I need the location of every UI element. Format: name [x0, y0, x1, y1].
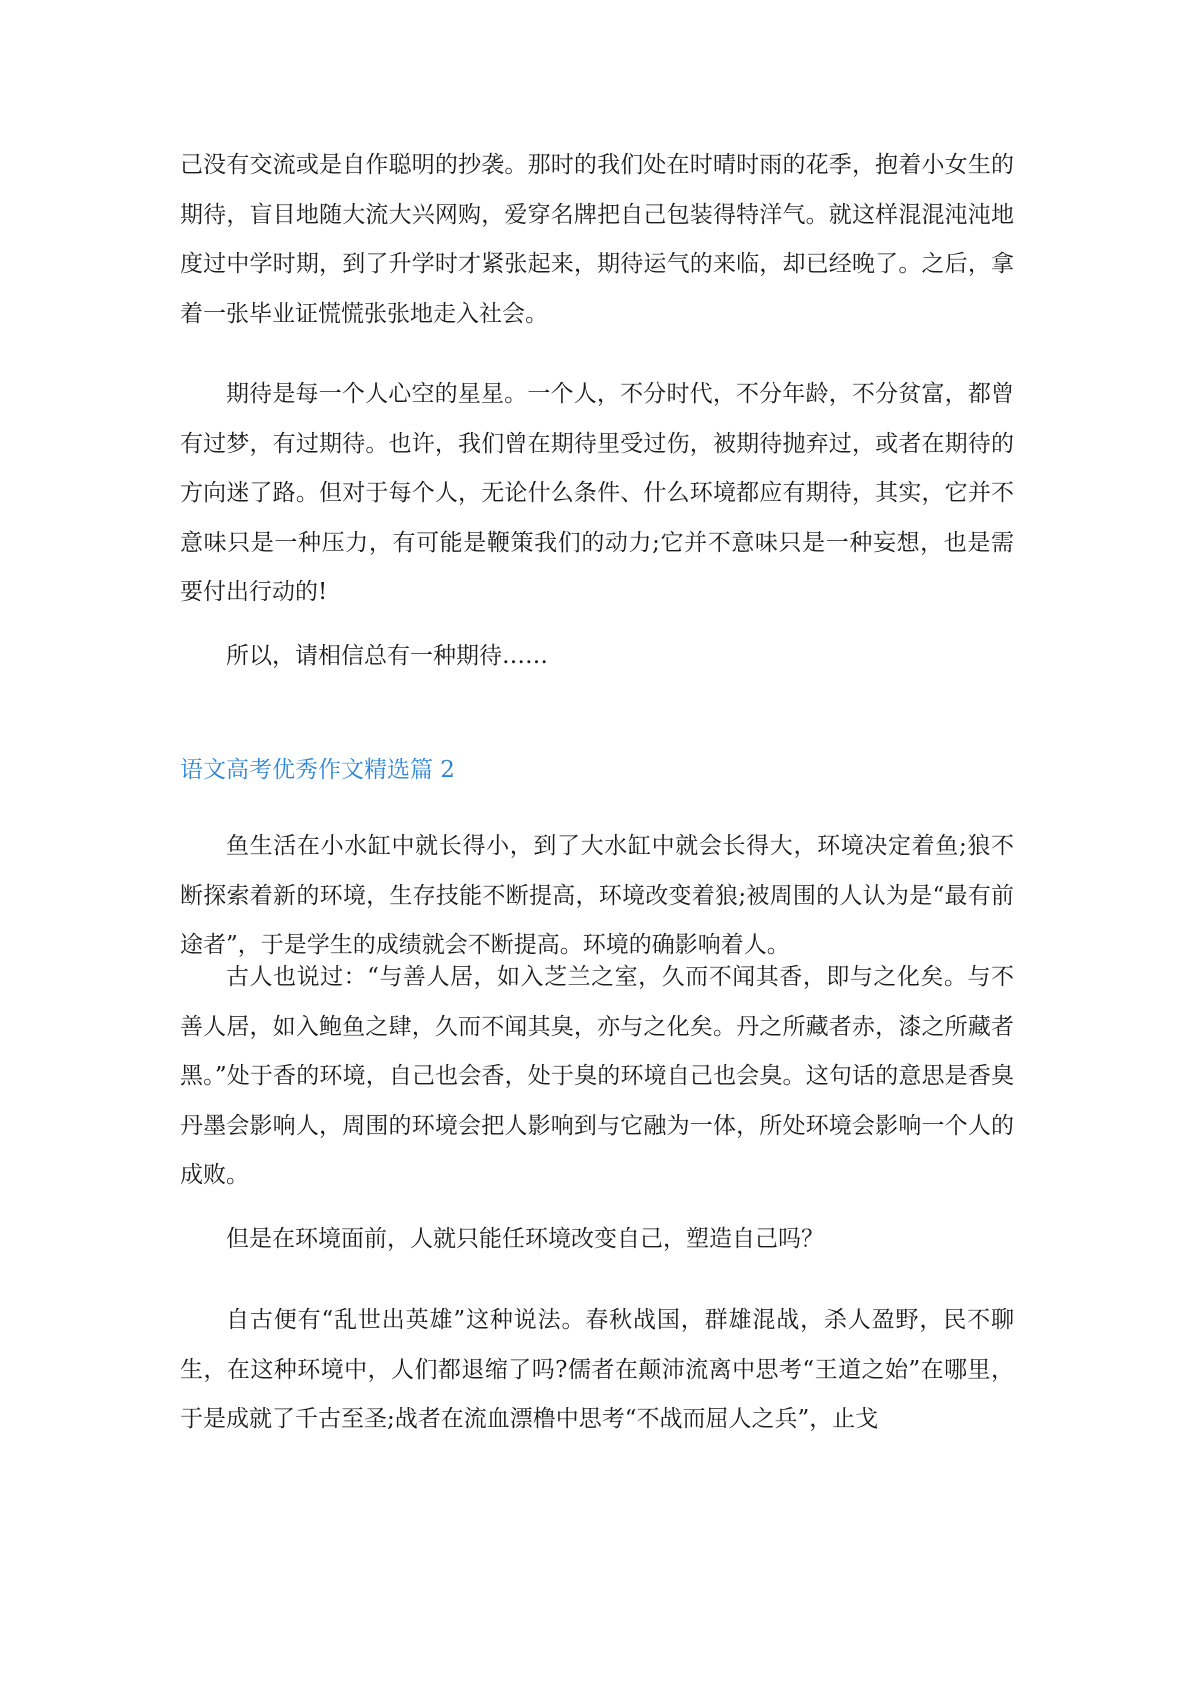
paragraph-conclusion: 所以，请相信总有一种期待…… — [226, 643, 548, 669]
section-heading: 语文高考优秀作文精选篇 2 — [180, 757, 455, 783]
paragraph-ancient-quote: 古人也说过：“与善人居，如入芝兰之室，久而不闻其香，即与之化矣。与不善人居，如入鲍鱼之肆，久而不闻其臭，亦与之化矣。丹之所藏者赤，漆之所藏者黑。”处于香的环境，自己也会香，处于臭的环境自己也会臭。这句话的意思是香臭丹墨会影响人，周围的环境会把人影响到与它融为一体，所处环境会影响一个人的成败。 — [180, 964, 1014, 1188]
paragraph-heroes: 自古便有“乱世出英雄”这种说法。春秋战国，群雄混战，杀人盈野，民不聊生，在这种环境中，人们都退缩了吗?儒者在颠沛流离中思考“王道之始”在哪里，于是成就了千古至圣;战者在流血漂橹中思考“不战而屈人之兵”，止戈 — [180, 1307, 1014, 1432]
paragraph-expectation: 期待是每一个人心空的星星。一个人，不分时代，不分年龄，不分贫富，都曾有过梦，有过期待。也许，我们曾在期待里受过伤，被期待抛弃过，或者在期待的方向迷了路。但对于每个人，无论什么条件、什么环境都应有期待，其实，它并不意味只是一种压力，有可能是鞭策我们的动力;它并不意味只是一种妄想，也是需要付出行动的! — [180, 381, 1014, 605]
paragraph-fish-wolf: 鱼生活在小水缸中就长得小，到了大水缸中就会长得大，环境决定着鱼;狼不断探索着新的环境，生存技能不断提高，环境改变着狼;被周围的人认为是“最有前途者”，于是学生的成绩就会不断提高。环境的确影响着人。 — [180, 833, 1014, 958]
paragraph-question: 但是在环境面前，人就只能任环境改变自己，塑造自己吗？ — [226, 1226, 824, 1252]
paragraph-continued: 己没有交流或是自作聪明的抄袭。那时的我们处在时晴时雨的花季，抱着小女生的期待，盲目地随大流大兴网购，爱穿名牌把自己包装得特洋气。就这样混混沌沌地度过中学时期，到了升学时才紧张起来，期待运气的来临，却已经晚了。之后，拿着一张毕业证慌慌张张地走入社会。 — [180, 152, 1014, 327]
